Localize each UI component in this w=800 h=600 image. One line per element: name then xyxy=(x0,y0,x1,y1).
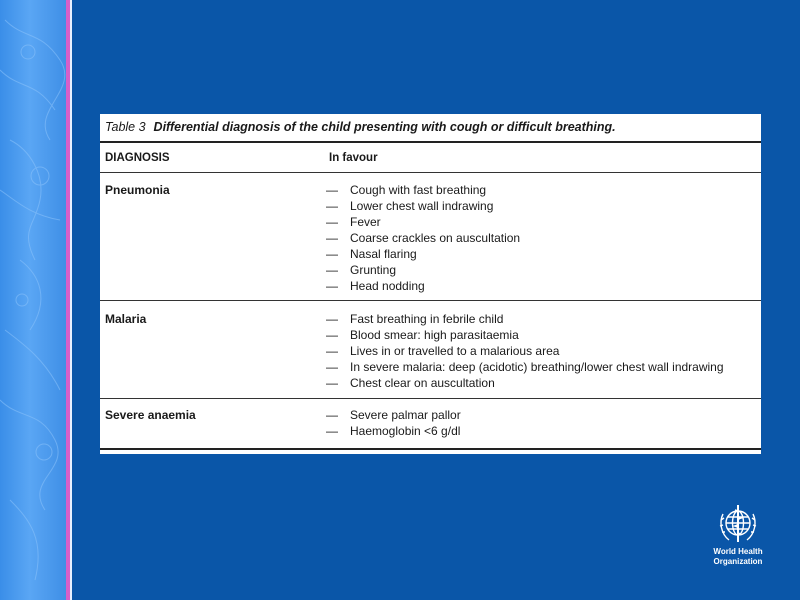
rule-header xyxy=(100,172,761,173)
list-item xyxy=(326,182,520,198)
anaemia-findings xyxy=(326,407,461,439)
diagnosis-malaria: Malaria xyxy=(105,312,147,326)
bullet-dash: — xyxy=(326,215,338,229)
rule-bottom xyxy=(100,448,761,450)
finding-text: Grunting xyxy=(350,263,397,277)
finding-text: Chest clear on auscultation xyxy=(350,376,495,390)
list-item xyxy=(326,278,520,294)
who-name-line-2: Organization xyxy=(713,557,763,566)
rule-row-1 xyxy=(100,300,761,301)
bullet-dash: — xyxy=(326,199,338,213)
table-number: Table 3 xyxy=(105,120,146,134)
list-item xyxy=(326,407,461,423)
accent-stripe-light xyxy=(70,0,72,600)
who-emblem-icon xyxy=(715,500,761,546)
decorative-sidebar xyxy=(0,0,66,600)
finding-text: Lower chest wall indrawing xyxy=(350,199,494,213)
finding-text: Lives in or travelled to a malarious area xyxy=(350,344,560,358)
list-item xyxy=(326,327,724,343)
list-item xyxy=(326,214,520,230)
finding-text: Fever xyxy=(350,215,381,229)
diagnosis-table xyxy=(100,114,761,454)
bullet-dash: — xyxy=(326,344,338,358)
finding-text: Cough with fast breathing xyxy=(350,183,487,197)
finding-text: In severe malaria: deep (acidotic) breathing/lower chest wall indrawing xyxy=(350,360,724,374)
finding-text: Head nodding xyxy=(350,279,425,293)
rule-top xyxy=(100,141,761,143)
table-caption xyxy=(105,120,755,134)
bullet-dash: — xyxy=(326,376,338,390)
pneumonia-findings xyxy=(326,182,520,294)
finding-text: Blood smear: high parasitaemia xyxy=(350,328,519,342)
bullet-dash: — xyxy=(326,247,338,261)
table-title: Differential diagnosis of the child presenting with cough or difficult breathing. xyxy=(153,120,616,134)
bullet-dash: — xyxy=(326,328,338,342)
header-in-favour: In favour xyxy=(329,152,378,164)
list-item xyxy=(326,423,461,439)
list-item xyxy=(326,375,724,391)
bullet-dash: — xyxy=(326,408,338,422)
bullet-dash: — xyxy=(326,263,338,277)
sidebar-texture-icon xyxy=(0,0,66,600)
list-item xyxy=(326,343,724,359)
list-item xyxy=(326,262,520,278)
list-item xyxy=(326,359,724,375)
bullet-dash: — xyxy=(326,231,338,245)
finding-text: Fast breathing in febrile child xyxy=(350,312,504,326)
list-item xyxy=(326,246,520,262)
list-item xyxy=(326,198,520,214)
list-item xyxy=(326,311,724,327)
bullet-dash: — xyxy=(326,312,338,326)
diagnosis-pneumonia: Pneumonia xyxy=(105,183,170,197)
rule-row-2 xyxy=(100,398,761,399)
bullet-dash: — xyxy=(326,183,338,197)
finding-text: Severe palmar pallor xyxy=(350,408,461,422)
header-diagnosis: DIAGNOSIS xyxy=(105,152,170,164)
who-logo xyxy=(712,500,764,566)
bullet-dash: — xyxy=(326,279,338,293)
diagnosis-severe-anaemia: Severe anaemia xyxy=(105,408,196,422)
finding-text: Haemoglobin <6 g/dl xyxy=(350,424,461,438)
who-name-line-1: World Health xyxy=(713,547,763,556)
malaria-findings xyxy=(326,311,724,391)
finding-text: Nasal flaring xyxy=(350,247,417,261)
bullet-dash: — xyxy=(326,424,338,438)
bullet-dash: — xyxy=(326,360,338,374)
list-item xyxy=(326,230,520,246)
finding-text: Coarse crackles on auscultation xyxy=(350,231,521,245)
